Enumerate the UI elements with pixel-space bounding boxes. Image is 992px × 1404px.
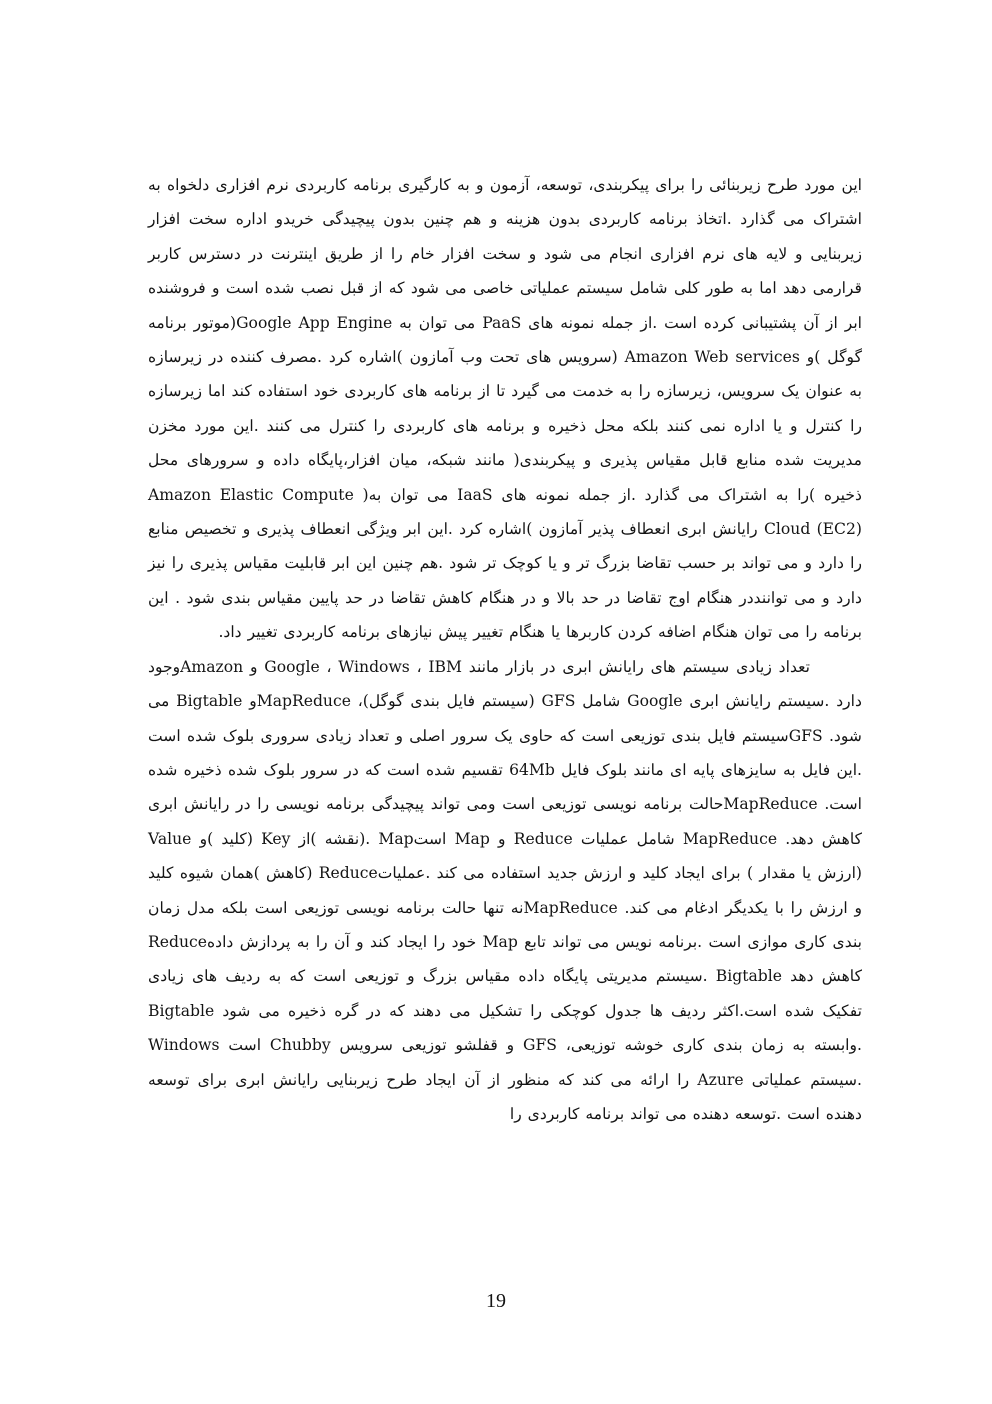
page-body [148,168,862,1131]
paragraph-cloud-systems: تعداد زیادی سیستم های رایانش ابری در بازار مانند Google ، Windows ، IBM و Amazonوجود دارد .سیستم رایانش ابری Google شامل GFS (سیستم فایل بندی گوگل)، MapReduceو Bigtable می شود. GFSسیستم فایل بندی توزیعی است که حاوی یک سرور اصلی و تعداد زیادی سروری بلوک شده است .این فایل به سایزهای پایه ای مانند بلوک فایل 64Mb تقسیم شده است که در سرور بلوک شده ذخیره شده است. MapReduceحالت برنامه نویسی توزیعی است ومی تواند پیچیدگی برنامه نویسی را در رایانش ابری کاهش دهد. MapReduce شامل عملیات Reduce و Map استMap .(نقشه )از Key (کلید )و Value (ارزش یا مقدار ) برای ایجاد کلید و ارزش جدید استفاده می کند .عملیاتReduce (کاهش )همان شیوه کلید و ارزش را با یکدیگر ادغام می کند. MapReduceنه تنها حالت برنامه نویسی توزیعی است بلکه مدل زمان بندی کاری موازی است .برنامه نویس می تواند تابع Map خود را ایجاد کند و آن را به پردازش دادهReduce کاهش دهد Bigtable .سیستم مدیریتی پایگاه داده مقیاس بزرگ و توزیعی است که به ردیف های زیادی تفکیک شده است.اکثر ردیف ها جدول کوچکی را تشکیل می دهند که در گره ذخیره می شود Bigtable .وابسته به زمان بندی کاری خوشه توزیعی، GFS و قفلشو توزیعی سرویس Chubby است Windows .سیستم عملیاتی Azure را ارائه می کند که منظور از آن ایجاد طرح زیربنایی رایانش ابری برای توسعه دهنده است .توسعه دهنده می تواند برنامه کاربردی را [148,657,863,1123]
page-number: 19 [486,1290,506,1312]
paragraph-paas-iaas: این مورد طرح زیربنائی را برای پیکربندی، توسعه، آزمون و به کارگیری برنامه کاربردی نرم افزاری دلخواه به اشتراک می گذارد .اتخاذ برنامه کاربردی بدون هزینه و هم چنین بدون پیچیدگی خریدو اداره سخت افزار زیربنایی و لایه های نرم افزاری انجام می شود و سخت افزار خام را از طریق اینترنت در دسترس کاربر قرارمی دهد اما به طور کلی شامل سیستم عملیاتی خاصی می شود که از قبل نصب شده است و فروشنده ابر از آن پشتیبانی کرده است .از جمله نمونه های PaaS می توان به Google App Engine(موتور برنامه گوگل )و Amazon Web services (سرویس های تحت وب آمازون )اشاره کرد .مصرف کننده در زیرسازه به عنوان یک سرویس، زیرسازه را به خدمت می گیرد تا از برنامه های کاربردی خود استفاده کند اما زیرسازه را کنترل و یا اداره نمی کنند بلکه محل ذخیره و برنامه های کاربردی را کنترل می کنند .این مورد مخزن مدیریت شده منابع قابل مقیاس پذیری و پیکربندی( مانند شبکه، میان افزار،پایگاه داده و سرورهای محل ذخیره )را به اشتراک می گذارد .از جمله نمونه های IaaS می توان به( Amazon Elastic Compute Cloud (EC2) رایانش ابری انعطاف پذیر آمازون )اشاره کرد .این ابر ویژگی انعطاف پذیری و تخصیص منابع را دارد و می تواند بر حسب تقاضا بزرگ تر و یا کوچک تر شود .هم چنین این ابر قابلیت مقیاس پذیری را نیز دارد و می تواننددر هنگام اوج تقاضا در حد بالا و در هنگام کاهش تقاضا در حد پایین مقیاس بندی شود . این برنامه را می توان هنگام اضافه کردن کاربرها یا هنگام تغییر پیش نیازهای برنامه کاربردی تغییر داد. [148,176,863,642]
